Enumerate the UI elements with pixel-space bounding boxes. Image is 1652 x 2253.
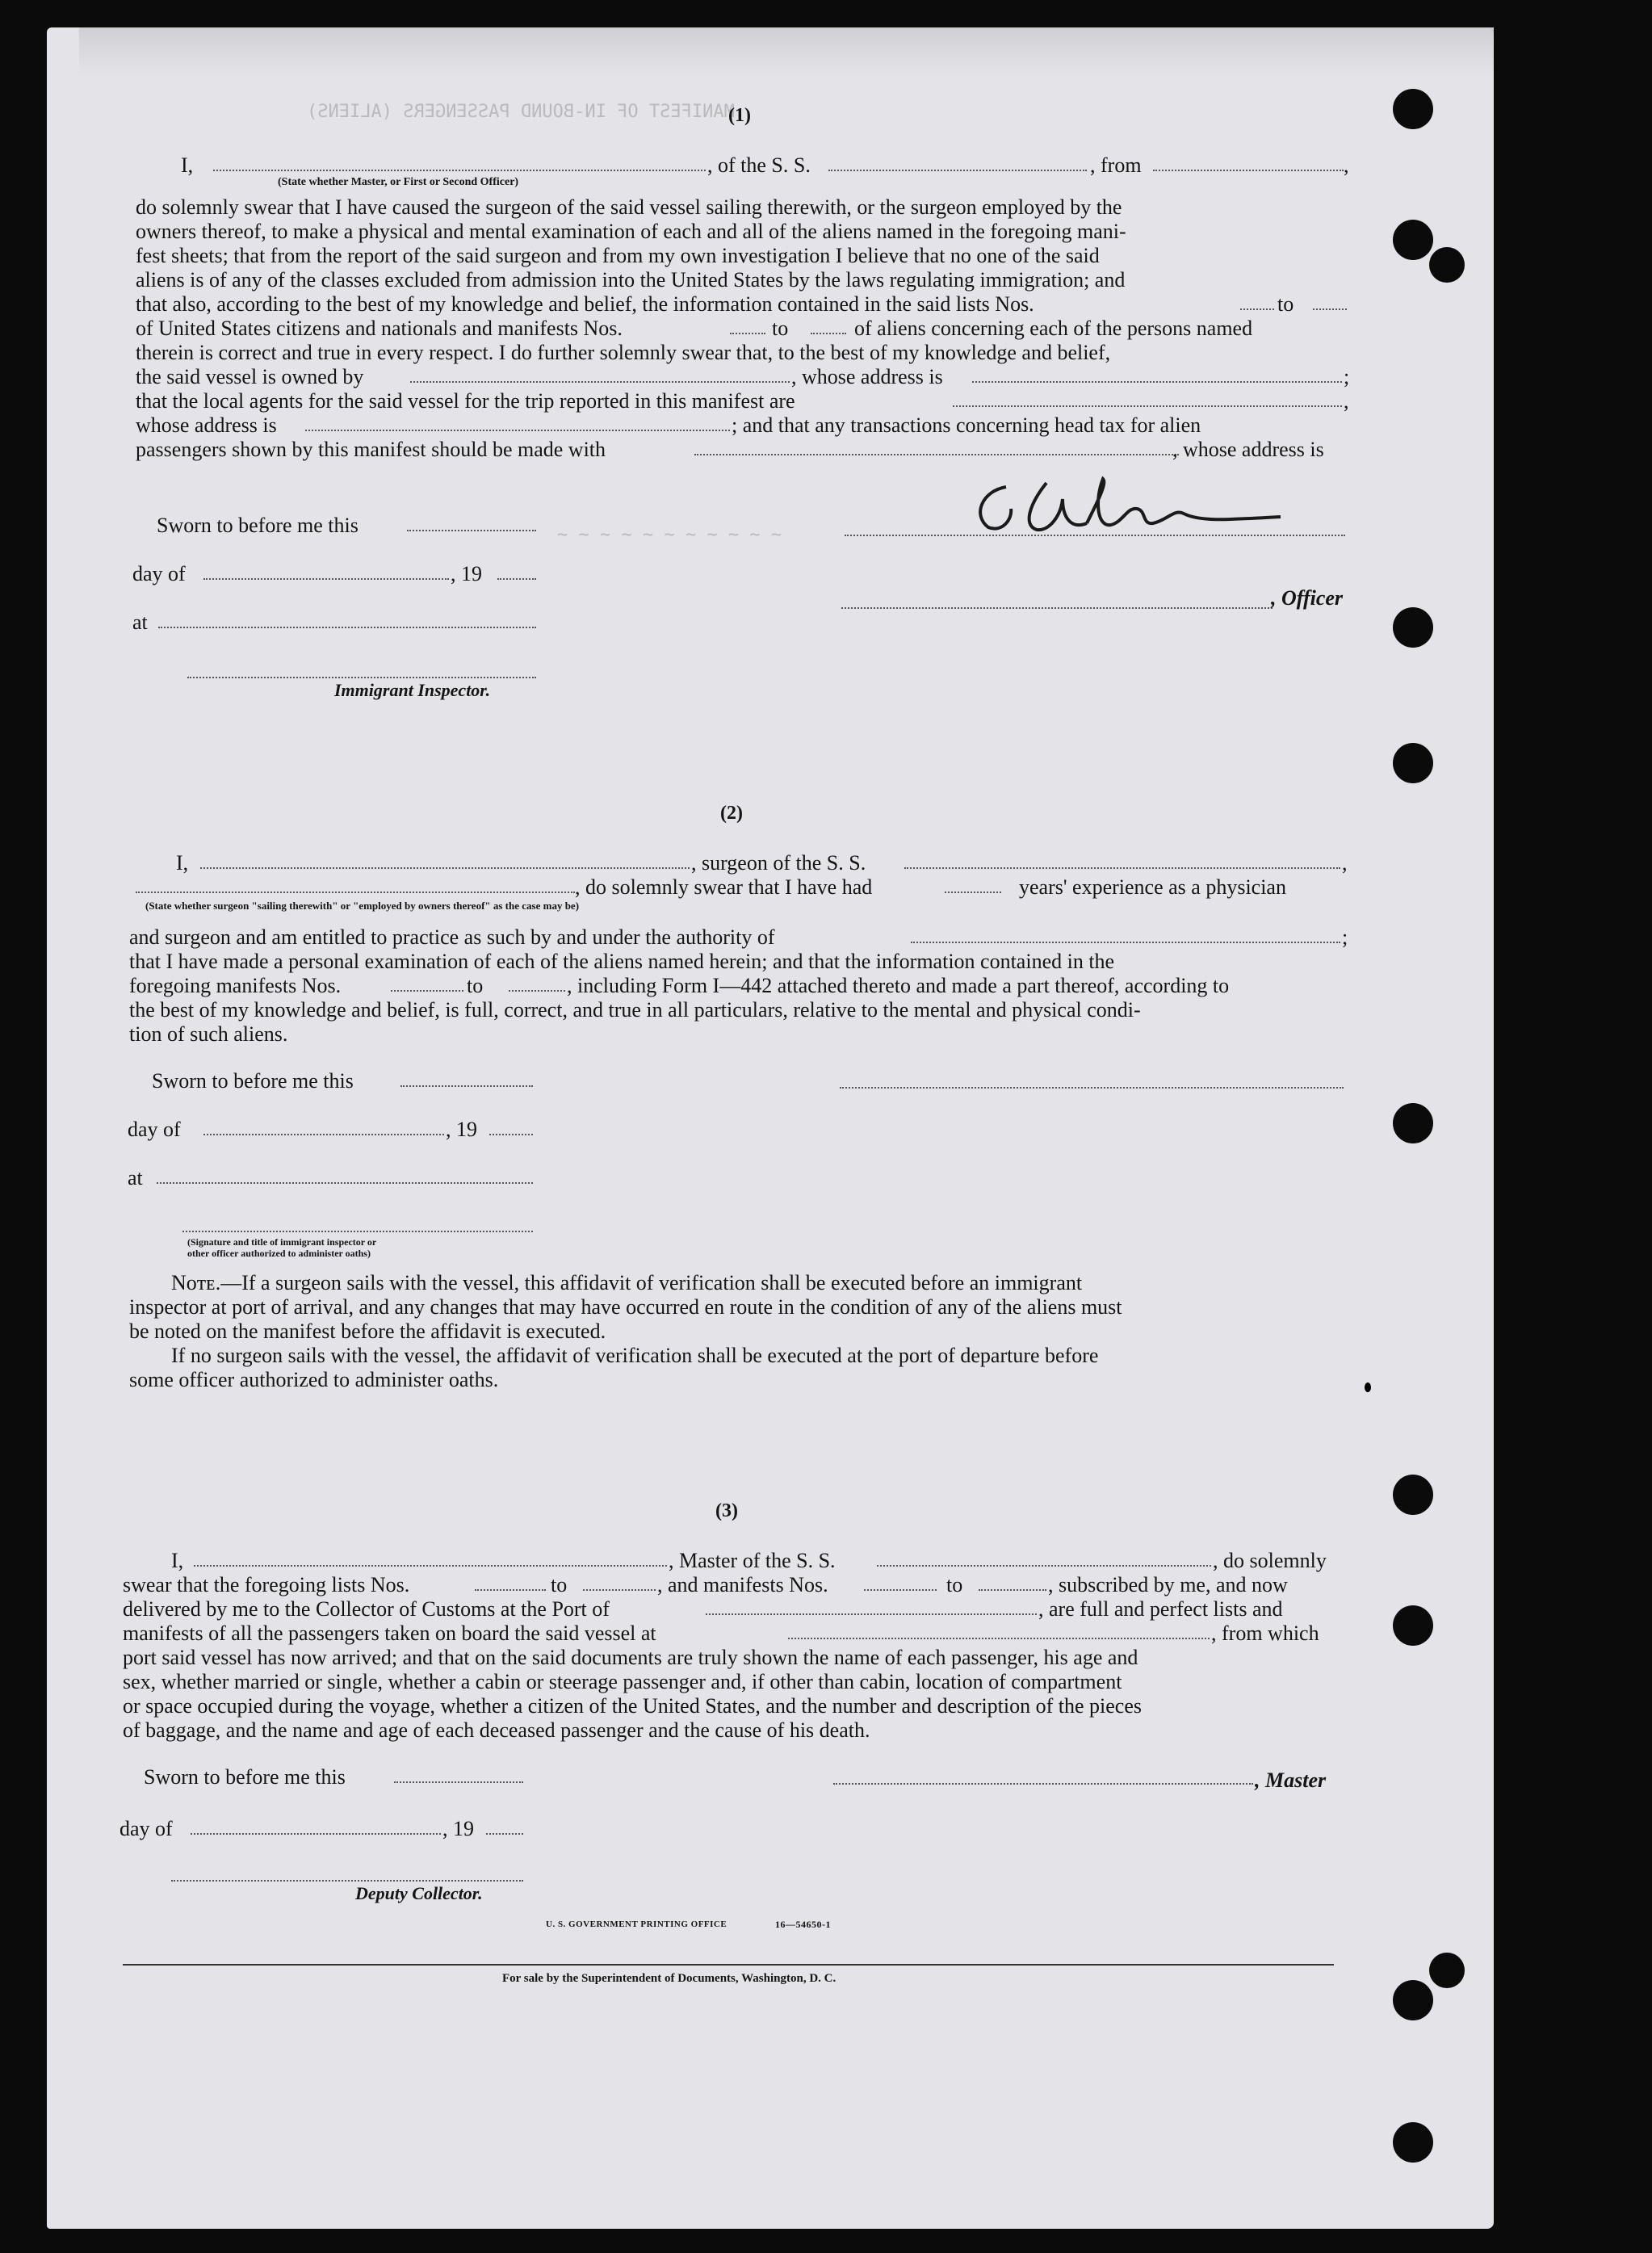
s1-year-label: , 19: [451, 562, 482, 585]
departure-port-field[interactable]: [1153, 170, 1344, 171]
s2-note2-text: some officer authorized to administer oaths.: [129, 1368, 499, 1391]
s1-to: to: [1277, 292, 1294, 316]
officer-rank-note: (State whether Master, or First or Second Officer): [278, 176, 519, 188]
s2-sworn-label: Sworn to before me this: [152, 1069, 354, 1093]
s1-comma: ,: [1344, 153, 1349, 177]
s1-manifests-tail: of aliens concerning each of the persons named: [854, 317, 1253, 340]
s3-lists-label: swear that the foregoing lists Nos.: [123, 1573, 410, 1596]
s3-subscribed-label: , subscribed by me, and now: [1048, 1573, 1288, 1596]
s3-manifests-from-field[interactable]: [864, 1589, 937, 1591]
surgeon-status-note: (State whether surgeon "sailing therewith" or "employed by owners thereof" as the case may be): [145, 900, 580, 912]
s3-i-label: I,: [171, 1549, 184, 1572]
s2-inspector-signature-field[interactable]: [182, 1231, 533, 1232]
bleed-through-text: MANIFEST OF IN-BOUND PASSENGERS (ALIENS): [307, 102, 735, 122]
s2-year-label: , 19: [446, 1118, 477, 1141]
s2-surgeon-of-ss: , surgeon of the S. S.: [691, 851, 866, 875]
s3-master-of-ss: , Master of the S. S.: [669, 1549, 836, 1572]
s3-sworn-day-field[interactable]: [394, 1781, 523, 1783]
s2-manifests-from-field[interactable]: [391, 990, 463, 992]
s1-at-label: at: [132, 610, 148, 634]
s3-from-which: , from which: [1211, 1622, 1319, 1645]
officer-label: , Officer: [1271, 586, 1344, 610]
s3-to: to: [946, 1573, 963, 1596]
punch-hole: [1429, 247, 1465, 283]
s2-swear-line: , do solemnly swear that I have had: [575, 875, 873, 899]
s3-year-field[interactable]: [486, 1833, 523, 1835]
master-label: , Master: [1255, 1768, 1327, 1792]
deputy-collector-label: Deputy Collector.: [355, 1883, 483, 1903]
s1-agent-address-label: whose address is: [136, 413, 277, 437]
surgeon-name-field[interactable]: [200, 867, 690, 869]
punch-hole: [1393, 1475, 1433, 1515]
lists-from-field[interactable]: [1240, 308, 1274, 310]
s2-i-label: I,: [176, 851, 189, 875]
officer-rank-field[interactable]: [213, 170, 706, 171]
s2-body-line: tion of such aliens.: [129, 1022, 288, 1046]
punch-hole: [1393, 1980, 1433, 2020]
s3-body-line: sex, whether married or single, whether a cabin or steerage passenger and, if other than cabin, location of compartment: [123, 1670, 1122, 1693]
s1-semicolon: ;: [1344, 365, 1350, 388]
punch-hole: [1393, 607, 1433, 648]
s1-lists-line: that also, according to the best of my knowledge and belief, the information contained in the said lists Nos.: [136, 292, 1034, 316]
headtax-party-field[interactable]: [694, 454, 1179, 455]
s3-manifests-to-field[interactable]: [979, 1589, 1046, 1591]
section-3-number: (3): [715, 1500, 738, 1521]
manifests-from-field[interactable]: [730, 333, 765, 334]
s1-manifests-line: of United States citizens and nationals and manifests Nos.: [136, 317, 623, 340]
years-experience-field[interactable]: [945, 892, 1001, 893]
s1-label-from: , from: [1090, 153, 1142, 177]
agents-field[interactable]: [953, 405, 1342, 407]
s1-agents-label: that the local agents for the said vessel for the trip reported in this manifest are: [136, 389, 795, 413]
s1-sworn-label: Sworn to before me this: [157, 514, 358, 537]
s1-owner-label: the said vessel is owned by: [136, 365, 364, 388]
s3-port-field[interactable]: [706, 1613, 1037, 1615]
s1-line-i: I,: [181, 153, 194, 177]
s1-body-line: therein is correct and true in every respect. I do further solemnly swear that, to the best of my knowledge and belief,: [136, 341, 1111, 364]
punch-hole: [1393, 1103, 1433, 1143]
s2-body-line: that I have made a personal examination of each of the aliens named herein; and that the information contained in the: [129, 950, 1115, 973]
s3-manifests-label: , and manifests Nos.: [657, 1573, 828, 1596]
s1-comma: ,: [1344, 389, 1349, 413]
s1-address-label: , whose address is: [791, 365, 943, 388]
s2-vessel-field[interactable]: [904, 867, 1340, 869]
s1-headtax-address-label: , whose address is: [1172, 438, 1324, 461]
s1-year-field[interactable]: [497, 578, 536, 580]
s2-year-field[interactable]: [489, 1134, 533, 1135]
s3-to: to: [551, 1573, 568, 1596]
immigrant-inspector-label: Immigrant Inspector.: [334, 680, 491, 700]
s1-body-line: owners thereof, to make a physical and mental examination of each and all of the aliens named in the foregoing mani-: [136, 220, 1126, 243]
s2-manifests-label: foregoing manifests Nos.: [129, 974, 342, 997]
s2-body-line: the best of my knowledge and belief, is full, correct, and true in all particulars, relative to the mental and physical condi-: [129, 998, 1141, 1022]
s2-note-text: Nᴏᴛᴇ.—If a surgeon sails with the vessel, this affidavit of verification shall be executed before an immigrant: [171, 1271, 1083, 1294]
bleed-through-text: ~ ~ ~ ~ ~ ~ ~ ~ ~ ~ ~: [557, 525, 782, 545]
s3-vessel-field[interactable]: [877, 1565, 1211, 1567]
s3-month-field[interactable]: [191, 1833, 441, 1835]
s2-experience-label: years' experience as a physician: [1019, 875, 1286, 899]
section-1-number: (1): [728, 105, 751, 126]
s1-headtax-line: ; and that any transactions concerning head tax for alien: [732, 413, 1201, 437]
punch-hole: [1393, 1605, 1433, 1646]
s2-to: to: [467, 974, 484, 997]
agent-address-field[interactable]: [305, 430, 730, 431]
s3-full-perfect: , are full and perfect lists and: [1038, 1597, 1283, 1621]
punch-hole: [1393, 89, 1433, 129]
s1-body-line: fest sheets; that from the report of the said surgeon and from my own investigation I believe that no one of the said: [136, 244, 1100, 267]
s2-place-field[interactable]: [157, 1182, 533, 1184]
officer-signature-scrawl: [966, 467, 1289, 539]
s3-day-label: day of: [119, 1817, 173, 1840]
manifests-to-field[interactable]: [811, 333, 846, 334]
s2-note-text: inspector at port of arrival, and any changes that may have occurred en route in the condition of any of the aliens must: [129, 1295, 1122, 1319]
gpo-imprint: U. S. GOVERNMENT PRINTING OFFICE: [546, 1919, 727, 1929]
s3-lists-to-field[interactable]: [583, 1589, 656, 1591]
s1-body-line: aliens is of any of the classes excluded from admission into the United States by the laws regulating immigration; and: [136, 268, 1126, 292]
s3-body-line: port said vessel has now arrived; and that on the said documents are truly shown the name of each passenger, his age and: [123, 1646, 1138, 1669]
s3-body-line: or space occupied during the voyage, whether a citizen of the United States, and the number and description of the pieces: [123, 1694, 1143, 1718]
sale-notice: For sale by the Superintendent of Documents, Washington, D. C.: [502, 1972, 836, 1985]
punch-hole: [1393, 220, 1433, 260]
punch-hole: [1393, 743, 1433, 783]
s2-at-label: at: [128, 1166, 143, 1189]
s1-place-field[interactable]: [158, 627, 536, 628]
footer-rule: [123, 1964, 1334, 1966]
section-2-number: (2): [720, 803, 743, 824]
punch-hole: [1429, 1953, 1465, 1988]
owner-field[interactable]: [410, 381, 790, 383]
vessel-name-field[interactable]: [828, 170, 1087, 171]
officer-title-line[interactable]: [841, 607, 1273, 609]
s2-manifests-to-field[interactable]: [509, 990, 565, 992]
s2-day-label: day of: [128, 1118, 181, 1141]
punch-hole: [1393, 2122, 1433, 2163]
lists-to-field[interactable]: [1313, 308, 1347, 310]
s2-note-text: be noted on the manifest before the affidavit is executed.: [129, 1319, 606, 1343]
s3-lists-from-field[interactable]: [475, 1589, 546, 1591]
s3-body-line: of baggage, and the name and age of each deceased passenger and the cause of his death.: [123, 1718, 870, 1742]
s1-day-label: day of: [132, 562, 186, 585]
form-code: 16—54650-1: [775, 1919, 831, 1930]
s3-port-label: delivered by me to the Collector of Customs at the Port of: [123, 1597, 610, 1621]
s2-form-line: , including Form I—442 attached thereto and made a part thereof, according to: [567, 974, 1230, 997]
master-signature-line[interactable]: [833, 1783, 1253, 1785]
s1-to: to: [772, 317, 789, 340]
s2-signature-note: other officer authorized to administer oaths): [187, 1248, 371, 1259]
surgeon-signature-line[interactable]: [840, 1087, 1344, 1089]
s2-comma: ,: [1342, 851, 1348, 875]
master-name-field[interactable]: [194, 1565, 667, 1567]
s2-month-field[interactable]: [203, 1134, 444, 1135]
s1-sworn-day-field[interactable]: [407, 530, 536, 531]
owner-address-field[interactable]: [972, 381, 1342, 383]
s2-semicolon: ;: [1342, 925, 1348, 949]
ink-speck: [1365, 1382, 1371, 1392]
s2-signature-note: (Signature and title of immigrant inspector or: [187, 1236, 377, 1248]
s3-sworn-label: Sworn to before me this: [144, 1765, 346, 1789]
s1-headtax-label: passengers shown by this manifest should be made with: [136, 438, 606, 461]
s3-boarding-port-field[interactable]: [788, 1638, 1210, 1639]
s2-note2-text: If no surgeon sails with the vessel, the affidavit of verification shall be executed at the port of departure before: [171, 1344, 1099, 1367]
s3-year-label: , 19: [442, 1817, 474, 1840]
s2-authority-label: and surgeon and am entitled to practice as such by and under the authority of: [129, 925, 775, 949]
s1-month-field[interactable]: [203, 578, 449, 580]
s2-sworn-day-field[interactable]: [400, 1085, 533, 1087]
surgeon-status-field[interactable]: [136, 892, 575, 893]
s3-boarded-label: manifests of all the passengers taken on board the said vessel at: [123, 1622, 656, 1645]
authority-field[interactable]: [911, 942, 1340, 943]
s1-body-line: do solemnly swear that I have caused the surgeon of the said vessel sailing therewith, or the surgeon employed by the: [136, 195, 1122, 219]
s3-do-solemnly: , do solemnly: [1213, 1549, 1327, 1572]
s1-label-ss: , of the S. S.: [707, 153, 811, 177]
